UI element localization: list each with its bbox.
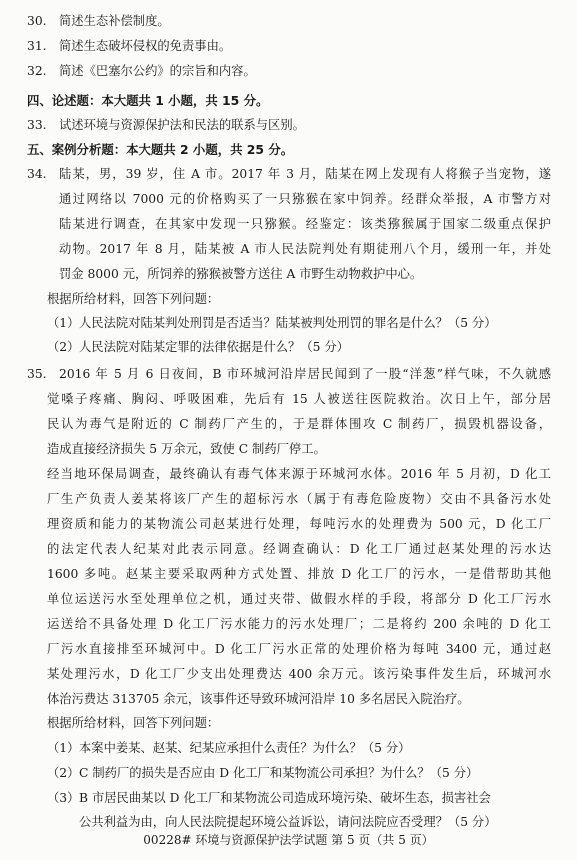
page-footer: 00228# 环境与资源保护法学试题 第 5 页（共 5 页） <box>143 833 434 847</box>
question-31 <box>27 35 551 57</box>
q35-p2-line-2: 厂生产负责人姜某将该厂产生的超标污水（属于有毒危险废物）交由不具备污水处 <box>47 492 551 506</box>
q35-p1-line-1: 2016 年 5 月 6 日夜间，B 市环城河沿岸居民闻到了一股“洋葱”样气味，不久就感 <box>59 367 551 381</box>
q34-line-2: 通过网络以 7000 元的价格购买了一只猕猴在家中饲养。经群众举报，A 市警方对 <box>59 192 551 206</box>
q35-prompt: 根据所给材料，回答下列问题： <box>47 716 220 730</box>
q35-p2-line-1: 经当地环保局调查，最终确认有毒气体来源于环城河水体。2016 年 5 月初，D 化工 <box>47 467 551 481</box>
q34-sub-2 <box>47 336 551 358</box>
question-text: 试述环境与资源保护法和民法的联系与区别。 <box>59 118 305 132</box>
q35-p1-line-2: 觉嗓子疼痛、胸闷、呼吸困难，先后有 15 人被送往医院救治。次日上午，部分居 <box>47 392 551 406</box>
q34-prompt: 根据所给材料，回答下列问题： <box>47 292 220 306</box>
sub-number: （2） <box>47 766 80 780</box>
q34-line-3: 陆某进行调查，在其家中发现一只猕猴。经鉴定：该类猕猴属于国家二级重点保护 <box>59 217 551 231</box>
section-5-heading: 五、案例分析题：本大题共 2 小题，共 25 分。 <box>27 142 294 157</box>
q35-p2-line-5: 1600 多吨。赵某主要采取两种方式处置、排放 D 化工厂的污水，一是借帮助其他 <box>47 567 551 581</box>
q35-sub-2 <box>47 762 551 784</box>
question-number: 33. <box>27 118 47 132</box>
question-33 <box>27 114 551 136</box>
sub-text: C 制药厂的损失是否应由 D 化工厂和某物流公司承担？为什么？（5 分） <box>79 766 479 780</box>
q35-p2-line-4: 的法定代表人纪某对此表示同意。经调查确认：D 化工厂通过赵某处理的污水达 <box>47 542 551 556</box>
q34-sub-1 <box>47 312 551 334</box>
sub-number: （1） <box>47 741 80 755</box>
q35-sub-3 <box>47 787 551 809</box>
sub-text: 本案中姜某、赵某、纪某应承担什么责任？为什么？（5 分） <box>79 741 411 755</box>
sub-number: （2） <box>47 340 80 354</box>
q35-p1-line-4: 造成直接经济损失 5 万余元，致使 C 制药厂停工。 <box>47 442 326 456</box>
q35-sub-1 <box>47 737 551 759</box>
question-number: 30. <box>27 14 47 28</box>
question-30 <box>27 10 551 32</box>
sub-text: 人民法院对陆某定罪的法律依据是什么？（5 分） <box>79 340 349 354</box>
question-number: 34. <box>27 167 47 181</box>
sub-text: 人民法院对陆某判处刑罚是否适当？陆某被判处刑罚的罪名是什么？（5 分） <box>79 316 497 330</box>
question-number: 31. <box>27 39 47 53</box>
q35-p2-line-9: 某处理污水，D 化工厂少支出处理费达 400 余万元。该污染事件发生后，环城河水 <box>47 667 551 681</box>
q35-p2-line-8: 厂污水直接排至环城河中。D 化工厂污水正常的处理价格为每吨 3400 元，通过赵 <box>47 642 551 656</box>
q35-p2-line-7: 运送给不具备处理 D 化工厂污水能力的污水处理厂；二是将约 200 余吨的 D 化工 <box>47 617 551 631</box>
sub-number: （3） <box>47 791 80 805</box>
question-text: 简述生态破坏侵权的免责事由。 <box>59 39 232 53</box>
question-32 <box>27 60 551 82</box>
q34-line-4: 动物。2017 年 8 月，陆某被 A 市人民法院判处有期徒刑八个月，缓刑一年，并处 <box>59 242 551 256</box>
q35-sub-3-continuation: 公共利益为由，向人民法院提起环境公益诉讼，请问法院应否受理？（5 分） <box>79 815 497 829</box>
q34-line-1: 陆某，男，39 岁，住 A 市。2017 年 3 月，陆某在网上发现有人将猴子当宠物，遂 <box>59 167 551 181</box>
q34-line-5: 罚金 8000 元，所饲养的猕猴被警方送往 A 市野生动物救护中心。 <box>59 267 423 281</box>
q35-p2-line-10: 体治污费达 313705 余元，该事件还导致环城河沿岸 10 多名居民入院治疗。 <box>47 692 470 706</box>
sub-text: B 市居民曲某以 D 化工厂和某物流公司造成环境污染、破坏生态，损害社会 <box>79 791 491 805</box>
question-text: 简述生态补偿制度。 <box>59 14 170 28</box>
section-4-heading: 四、论述题：本大题共 1 小题，共 15 分。 <box>27 93 269 108</box>
question-number: 32. <box>27 64 47 78</box>
sub-number: （1） <box>47 316 80 330</box>
q35-p2-line-3: 理资质和能力的某物流公司赵某进行处理，每吨污水的处理费为 500 元，D 化工厂 <box>47 517 551 531</box>
q35-p1-line-3: 民认为毒气是附近的 C 制药厂产生的，于是群体围攻 C 制药厂，损毁机器设备， <box>47 417 551 431</box>
question-text: 简述《巴塞尔公约》的宗旨和内容。 <box>59 64 256 78</box>
q35-p2-line-6: 单位运送污水至处理单位之机，通过夹带、做假水样的手段，将部分 D 化工厂污水 <box>47 592 551 606</box>
question-number: 35. <box>27 367 47 381</box>
